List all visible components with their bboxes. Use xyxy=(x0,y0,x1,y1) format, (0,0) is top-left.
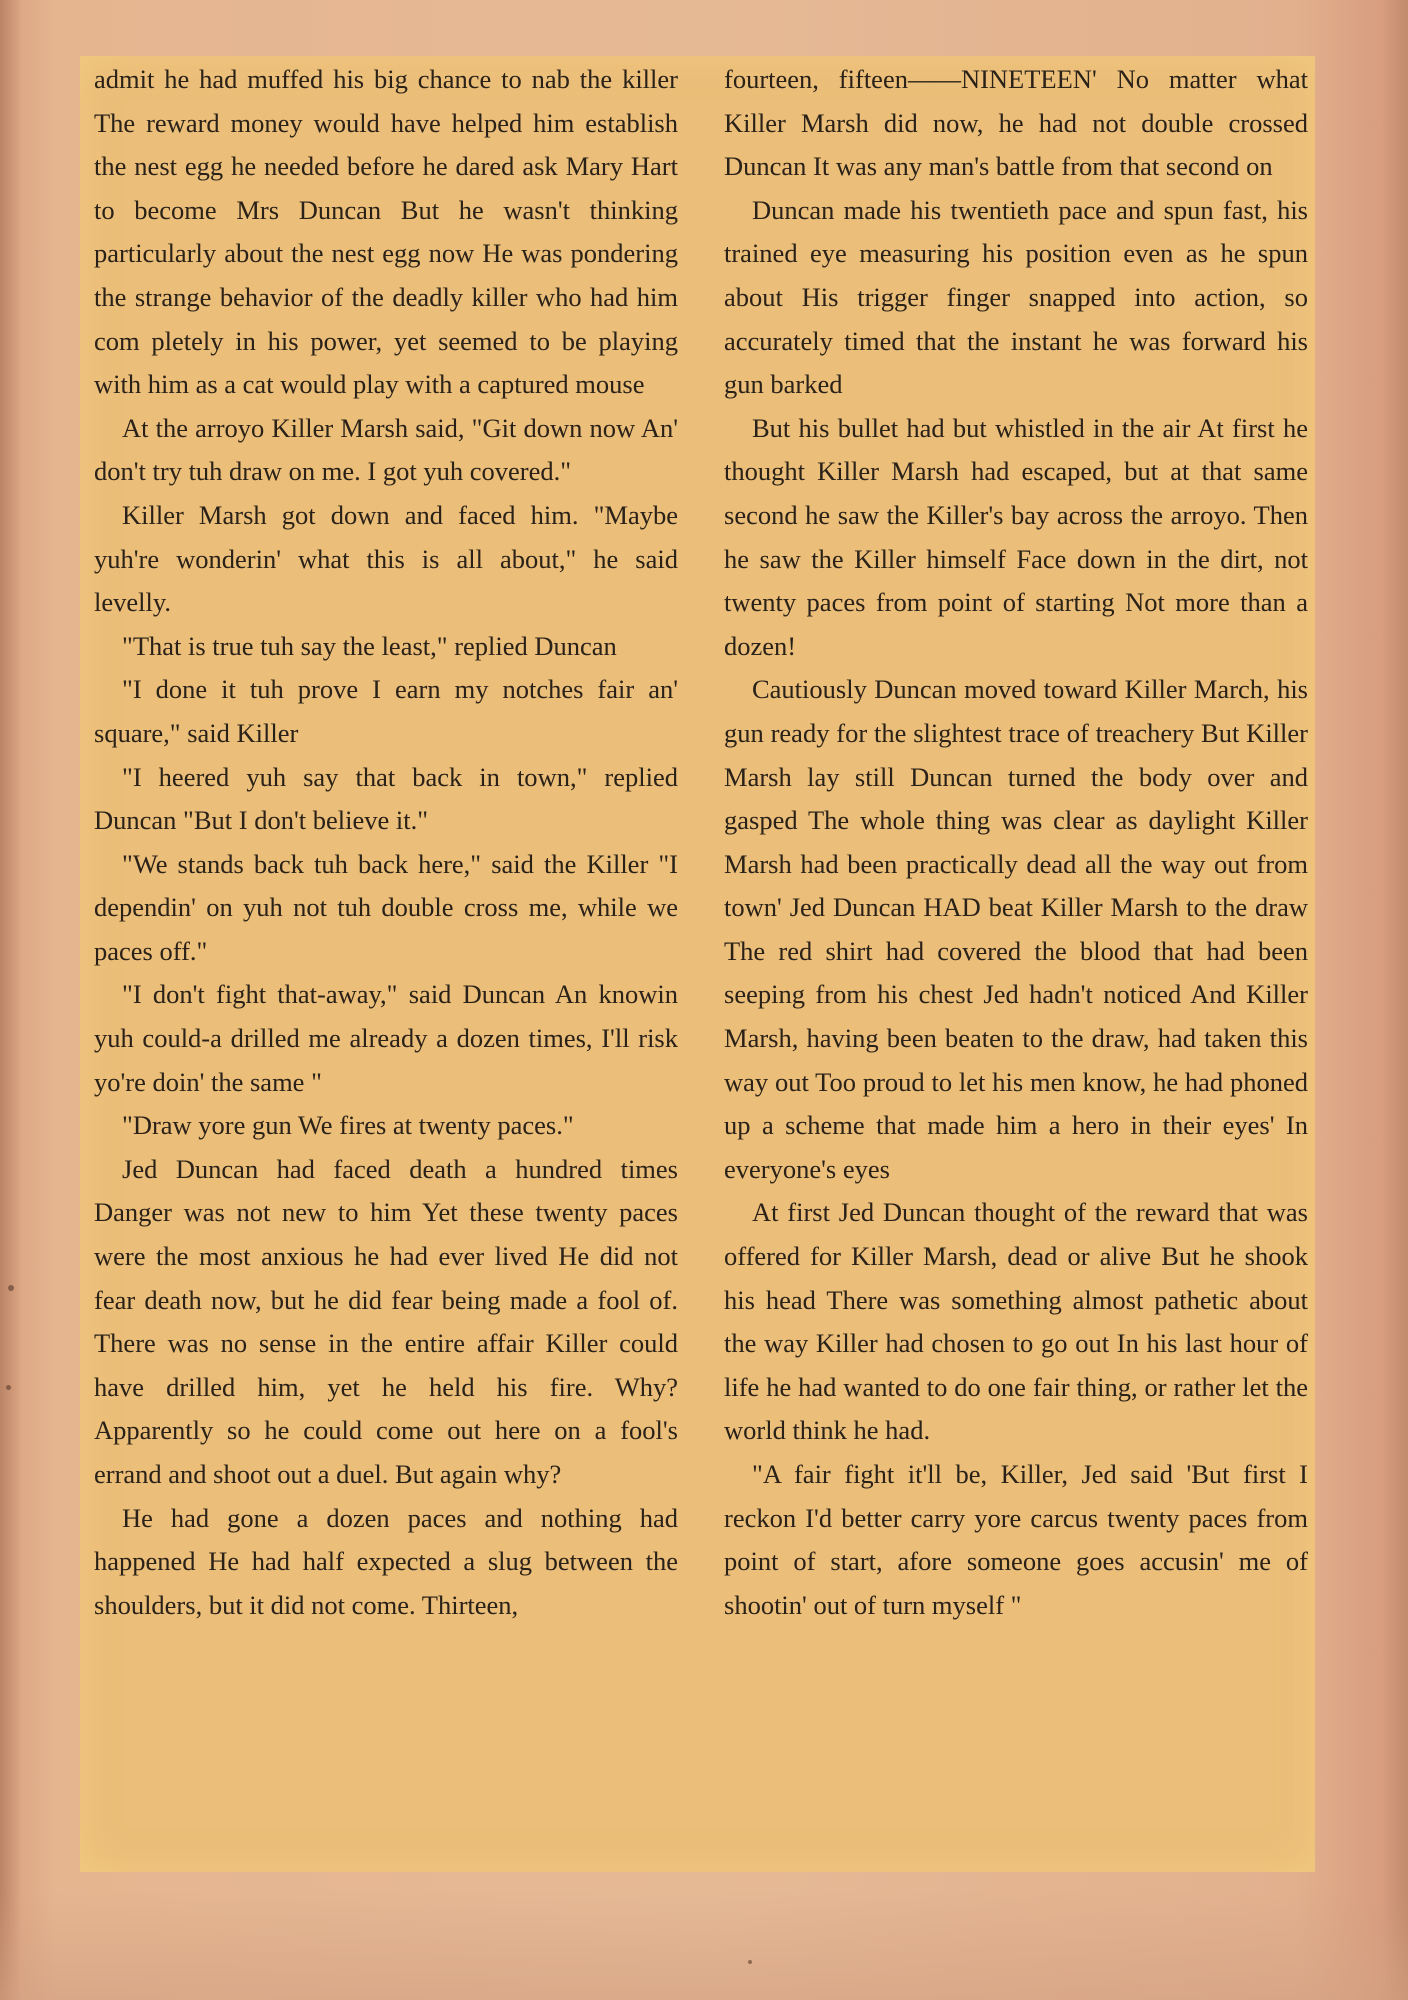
paragraph: "That is true tuh say the least," replied Duncan xyxy=(122,630,617,661)
right-page-edge xyxy=(1382,0,1408,2000)
paragraph: Duncan made his twentieth pace and spun fast, his trained eye measuring his position even as he spun about His trigger finger snapped into action, so accurately timed that the instant he was forward his gun barked xyxy=(724,194,1308,400)
left-text-column xyxy=(94,58,678,1627)
paragraph: "I don't fight that-away," said Duncan An knowin yuh could-a drilled me already a dozen times, I'll risk yo're doin' the same " xyxy=(94,979,678,1097)
paragraph: Jed Duncan had faced death a hundred times Danger was not new to him Yet these twenty paces were the most anxious he had ever lived He did not fear death now, but he did fear being made a fool of. There was no sense in the entire affair Killer could have drilled him, yet he held his fire. Why? Apparently so he could come out here on a fool's errand and shoot out a duel. But again why? xyxy=(94,1153,678,1489)
paragraph: Killer Marsh got down and faced him. "Maybe yuh're wonderin' what this is all about," he said levelly. xyxy=(94,499,678,618)
paper-speck xyxy=(748,1960,752,1964)
paragraph: At the arroyo Killer Marsh said, "Git down now An' don't try tuh draw on me. I got yuh covered." xyxy=(94,412,678,487)
paragraph: "I heered yuh say that back in town," replied Duncan "But I don't believe it." xyxy=(94,761,678,836)
paragraph: "I done it tuh prove I earn my notches fair an' square," said Killer xyxy=(94,674,678,748)
paragraph: "Draw yore gun We fires at twenty paces." xyxy=(122,1110,574,1141)
left-page-edge xyxy=(0,0,22,2000)
paragraph: But his bullet had but whistled in the air At first he thought Killer Marsh had escaped, but at that same second he saw the Killer's bay across the arroyo. Then he saw the Killer himself Face down in the dirt, not twenty paces from point of starting Not more than a dozen! xyxy=(724,412,1308,661)
paper-speck xyxy=(8,1285,14,1291)
paragraph: He had gone a dozen paces and nothing had happened He had half expected a slug between the shoulders, but it did not come. Thirteen, xyxy=(94,1502,678,1620)
paragraph: fourteen, fifteen——NINETEEN' No matter what Killer Marsh did now, he had not double crossed Duncan It was any man's battle from that second on xyxy=(724,64,1308,182)
paragraph: At first Jed Duncan thought of the reward that was offered for Killer Marsh, dead or alive But he shook his head There was something almost pathetic about the way Killer had chosen to go out In his last hour of life he had wanted to do one fair thing, or rather let the world think he had. xyxy=(724,1197,1308,1446)
bottom-margin xyxy=(0,1890,1408,2000)
paragraph: "We stands back tuh back here," said the Killer "I dependin' on yuh not tuh double cross me, while we paces off." xyxy=(94,848,678,966)
paragraph: "A fair fight it'll be, Killer, Jed said 'But first I reckon I'd better carry yore carcus twenty paces from point of start, afore someone goes accusin' me of shootin' out of turn myself " xyxy=(724,1459,1308,1620)
paragraph: admit he had muffed his big chance to nab the killer The reward money would have helped him establish the nest egg he needed before he dared ask Mary Hart to become Mrs Duncan But he wasn't thinking particularly about the nest egg now He was pondering the strange behavior of the deadly killer who had him com pletely in his power, yet seemed to be playing with him as a cat would play with a captured mouse xyxy=(94,64,678,400)
paper-speck xyxy=(6,1385,11,1390)
right-text-column xyxy=(724,58,1308,1627)
paragraph: Cautiously Duncan moved toward Killer March, his gun ready for the slightest trace of treachery But Killer Marsh lay still Duncan turned the body over and gasped The whole thing was clear as daylight Killer Marsh had been practically dead all the way out from town' Jed Duncan HAD beat Killer Marsh to the draw The red shirt had covered the blood that had been seeping from his chest Jed hadn't noticed And Killer Marsh, having been beaten to the draw, had taken this way out Too proud to let his men know, he had phoned up a scheme that made him a hero in their eyes' In everyone's eyes xyxy=(724,674,1308,1184)
